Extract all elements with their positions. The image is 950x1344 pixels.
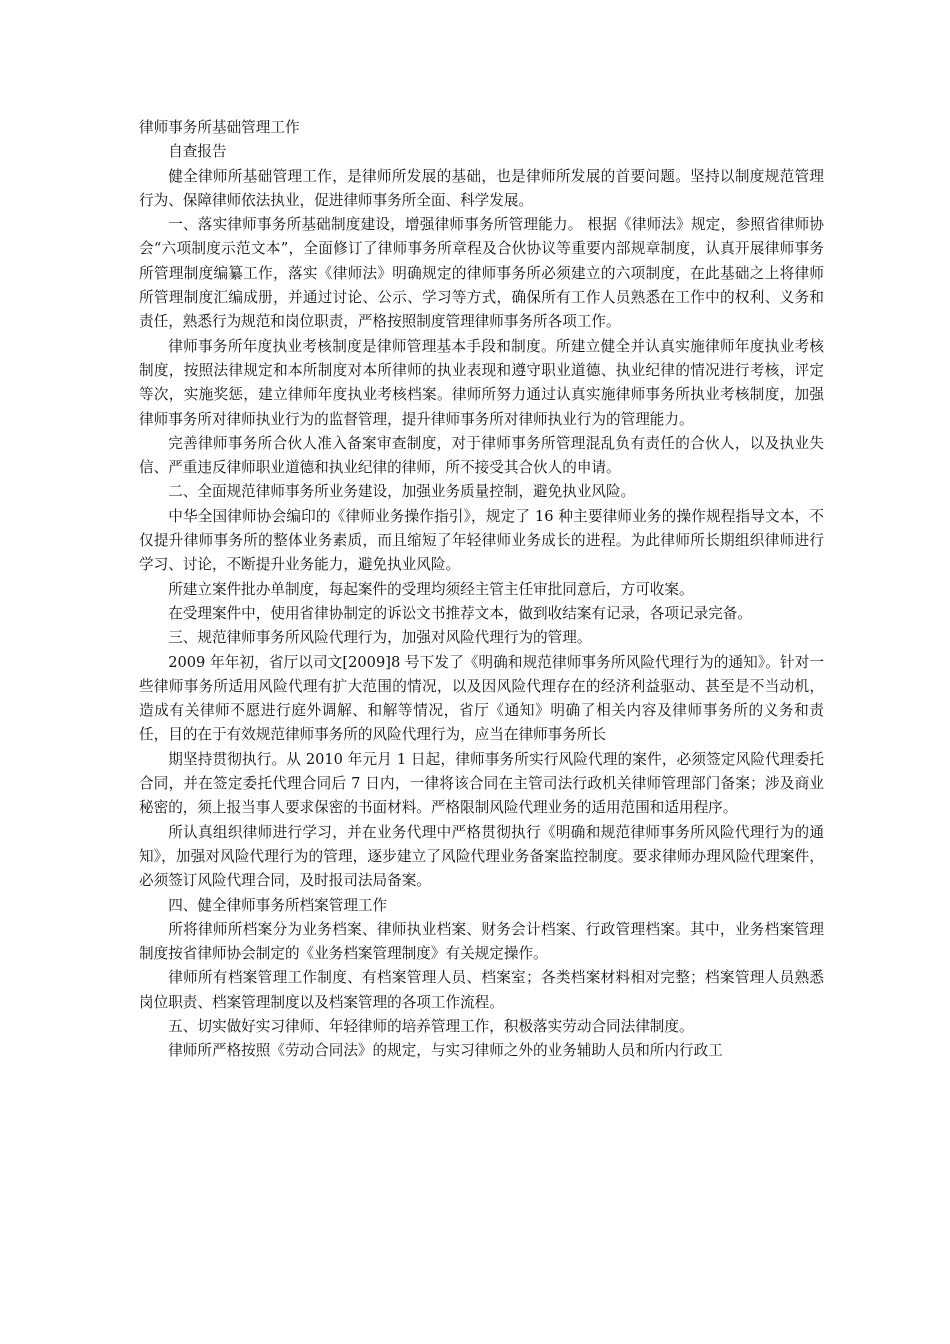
paragraph-archive-types: 所将律师所档案分为业务档案、律师执业档案、财务会计档案、行政管理档案。其中，业务档案管理制度按省律师协会制定的《业务档案管理制度》有关规定操作。 bbox=[139, 920, 824, 963]
paragraph-risk-execution: 期坚持贯彻执行。从 2010 年元月 1 日起，律师事务所实行风险代理的案件，必须签定风险代理委托合同，并在签定委托代理合同后 7 日内，一律将该合同在主管司法行政机关律师管理部门备案；涉及商业秘密的，须上报当事人要求保密的书面材料。严格限制风险代理业务的适用范围和适用程序。 bbox=[139, 750, 824, 817]
paragraph-archive-management: 律师所有档案管理工作制度、有档案管理人员、档案室；各类档案材料相对完整；档案管理人员熟悉岗位职责、档案管理制度以及档案管理的各项工作流程。 bbox=[139, 969, 824, 1011]
paragraph-partner-admission: 完善律师事务所合伙人准入备案审查制度，对于律师事务所管理混乱负有责任的合伙人，以及执业失信、严重违反律师职业道德和执业纪律的律师，所不接受其合伙人的申请。 bbox=[139, 434, 824, 477]
section-four-heading: 四、健全律师事务所档案管理工作 bbox=[168, 896, 388, 914]
paragraph-case-approval: 所建立案件批办单制度，每起案件的受理均须经主管主任审批同意后，方可收案。 bbox=[168, 580, 694, 598]
paragraph-intro: 健全律师所基础管理工作，是律师所发展的基础，也是律师所发展的首要问题。坚持以制度规范管理行为、保障律师依法执业，促进律师事务所全面、科学发展。 bbox=[139, 167, 824, 209]
paragraph-annual-assessment: 律师事务所年度执业考核制度是律师管理基本手段和制度。所建立健全并认真实施律师年度执业考核制度，按照法律规定和本所制度对本所律师的执业表现和遵守职业道德、执业纪律的情况进行考核，评定等次，实施奖惩，建立律师年度执业考核档案。律师所努力通过认真实施律师事务所执业考核制度，加强律师事务所对律师执业行为的监督管理，提升律师事务所对律师执业行为的管理能力。 bbox=[139, 337, 824, 428]
section-two-heading: 二、全面规范律师事务所业务建设，加强业务质量控制，避免执业风险。 bbox=[168, 483, 636, 501]
document-title: 律师事务所基础管理工作 bbox=[139, 119, 300, 136]
paragraph-labor-contract: 律师所严格按照《劳动合同法》的规定，与实习律师之外的业务辅助人员和所内行政工 bbox=[168, 1042, 723, 1060]
section-three-heading: 三、规范律师事务所风险代理行为，加强对风险代理行为的管理。 bbox=[168, 629, 592, 647]
section-five-heading: 五、切实做好实习律师、年轻律师的培养管理工作，积极落实劳动合同法律制度。 bbox=[168, 1017, 694, 1035]
document-body bbox=[139, 116, 824, 1064]
paragraph-case-records: 在受理案件中，使用省律协制定的诉讼文书推荐文本，做到收结案有记录，各项记录完备。 bbox=[168, 604, 752, 622]
paragraph-risk-notice: 2009 年年初，省厅以司文[2009]8 号下发了《明确和规范律师事务所风险代理行为的通知》。针对一些律师事务所适用风险代理有扩大范围的情况，以及因风险代理存在的经济利益驱动、甚至是不当动机，造成有关律师不愿进行庭外调解、和解等情况，省厅《通知》明确了相关内容及律师事务所的义务和责任，目的在于有效规范律师事务所的风险代理行为，应当在律师事务所长 bbox=[139, 653, 824, 744]
paragraph-risk-study: 所认真组织律师进行学习，并在业务代理中严格贯彻执行《明确和规范律师事务所风险代理行为的通知》，加强对风险代理行为的管理，逐步建立了风险代理业务备案监控制度。要求律师办理风险代理案件，必须签订风险代理合同，及时报司法局备案。 bbox=[139, 823, 824, 890]
paragraph-operation-guide: 中华全国律师协会编印的《律师业务操作指引》，规定了 16 种主要律师业务的操作规程指导文本，不仅提升律师事务所的整体业务素质，而且缩短了年轻律师业务成长的进程。为此律师所长期组织律师进行学习、讨论，不断提升业务能力，避免执业风险。 bbox=[139, 507, 824, 574]
section-one-paragraph: 一、落实律师事务所基础制度建设，增强律师事务所管理能力。 根据《律师法》规定，参照省律师协会“六项制度示范文本”，全面修订了律师事务所章程及合伙协议等重要内部规章制度，认真开展律师事务所管理制度编纂工作，落实《律师法》明确规定的律师事务所必须建立的六项制度，在此基础之上将律师所管理制度汇编成册，并通过讨论、公示、学习等方式，确保所有工作人员熟悉在工作中的权利、义务和责任，熟悉行为规范和岗位职责，严格按照制度管理律师事务所各项工作。 bbox=[139, 216, 824, 331]
document-subtitle: 自查报告 bbox=[168, 143, 227, 161]
